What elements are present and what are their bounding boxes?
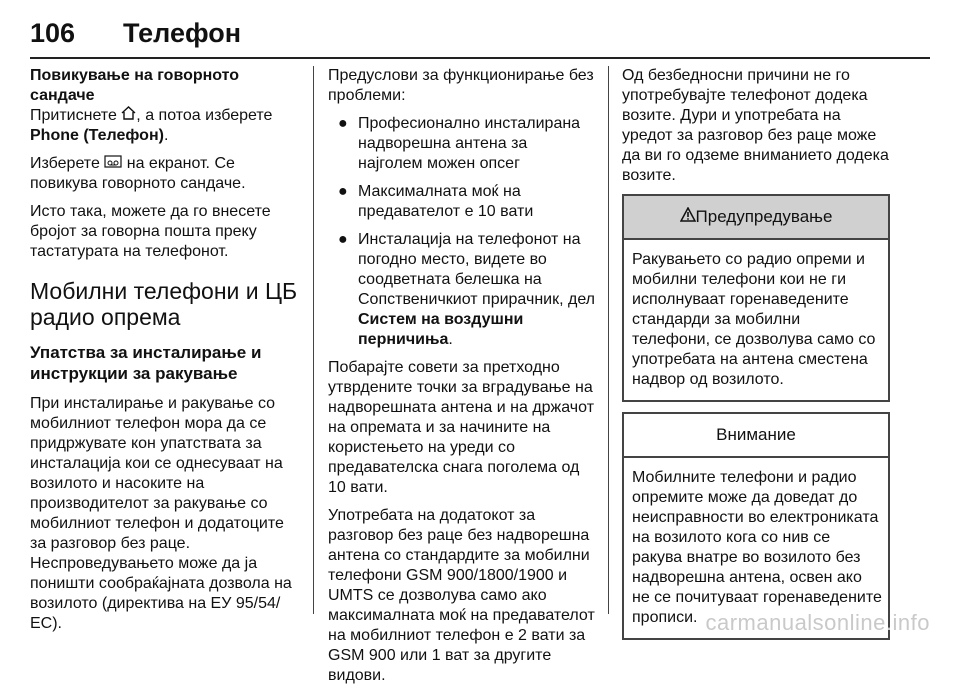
menu-name: Phone (Телефон) (30, 127, 164, 144)
caution-box (622, 412, 890, 640)
paragraph: Предуслови за функционирање без проблеми: (328, 67, 594, 104)
chapter-heading: Мобилни телефони и ЦБ радио опрема (30, 278, 298, 330)
text: Професионално инсталирана надворешна антена за најголем можен опсег (358, 115, 581, 172)
paragraph: Од безбедносни причини не го употребувајте телефонот додека возите. Дури и употребата на уредот за разговор без раце може да ви го одземе вниманието додека возите. (622, 67, 889, 184)
paragraph: При инсталирање и ракување со мобилниот телефон мора да се придржувате кон упатствата за инсталација кои се однесуваат на возилото и насоките на производителот за ракување со мобилниот телефон и додатоците за разговор без раце. Неспроведувањето може да ја поништи сообраќајната дозвола на возилото (директива на ЕУ 95/54/ЕС). (30, 395, 292, 632)
bullet-icon: ● (338, 115, 348, 132)
chapter-title: Телефон (123, 18, 242, 48)
text: на екранот. Се повикува говорното сандаче. (30, 155, 246, 192)
bullet-icon: ● (338, 231, 348, 248)
text: . (448, 331, 453, 348)
column-divider (313, 66, 314, 614)
list-item (328, 114, 596, 174)
column-left (30, 66, 300, 642)
list-item (328, 182, 596, 222)
column-right (622, 66, 890, 650)
text: Изберете (30, 155, 105, 172)
subsection-heading: Упатства за инсталирање и инструкции за ракување (30, 343, 262, 383)
page-header (30, 14, 930, 54)
warning-triangle-icon (680, 207, 696, 227)
paragraph (30, 106, 300, 146)
bullet-list (328, 114, 596, 350)
caution-title: Внимание (624, 414, 888, 458)
warning-text: Ракувањето со радио опреми и мобилни телефони кои не ги исполнуваат горенаведените стандарди за мобилни телефони, се дозволува само со употребата на антена сместена надвор од возилото. (632, 251, 876, 388)
paragraph: Исто така, можете да го внесете бројот за говорна пошта преку тастатурата на телефонот. (30, 203, 271, 260)
home-icon (121, 106, 136, 126)
voicemail-icon (104, 154, 122, 174)
column-middle (328, 66, 596, 694)
text: , а потоа изберете (136, 107, 273, 124)
warning-box (622, 194, 890, 402)
warning-title: Предупредување (695, 207, 833, 226)
text: Притиснете (30, 107, 122, 124)
watermark-text: carmanualsonline.info (705, 610, 930, 635)
paragraph: Побарајте совети за претходно утврдените точки за вградување на надворешната антена и на држачот на опремата и за начините на користењето на уреди со предавателска снага поголема од 10 вати. (328, 359, 595, 496)
caution-text: Мобилните телефони и радио опремите може да доведат до неисправности во електрониката на возилото кога со нив се ракува внатре во возилото без надворешна антена, освен ако не се почитуваат горенаведените прописи. (632, 469, 882, 626)
header-rule (30, 57, 930, 59)
text: . (163, 127, 169, 144)
text: Инсталација на телефонот на погодно место, видете во соодветната белешка на Сопственичкиот прирачник, дел (358, 231, 596, 308)
column-divider (608, 66, 609, 614)
page-number: 106 (30, 18, 76, 48)
paragraph: Употребата на додатокот за разговор без раце без надворешна антена со стандардите за мобилни телефони GSM 900/1800/1900 и UMTS се дозволува само ако максималната моќ на предавателот на мобилниот телефон е 2 вати за GSM 900 или 1 ват за другите видови. (328, 507, 595, 684)
paragraph (30, 154, 300, 194)
section-heading: Повикување на говорното сандаче (30, 67, 240, 104)
warning-header (624, 196, 888, 240)
list-item (328, 230, 596, 350)
text: Максималната моќ на предавателот е 10 вати (358, 183, 534, 220)
cross-reference: Систем на воздушни перничиња (358, 311, 524, 348)
bullet-icon: ● (338, 183, 348, 200)
